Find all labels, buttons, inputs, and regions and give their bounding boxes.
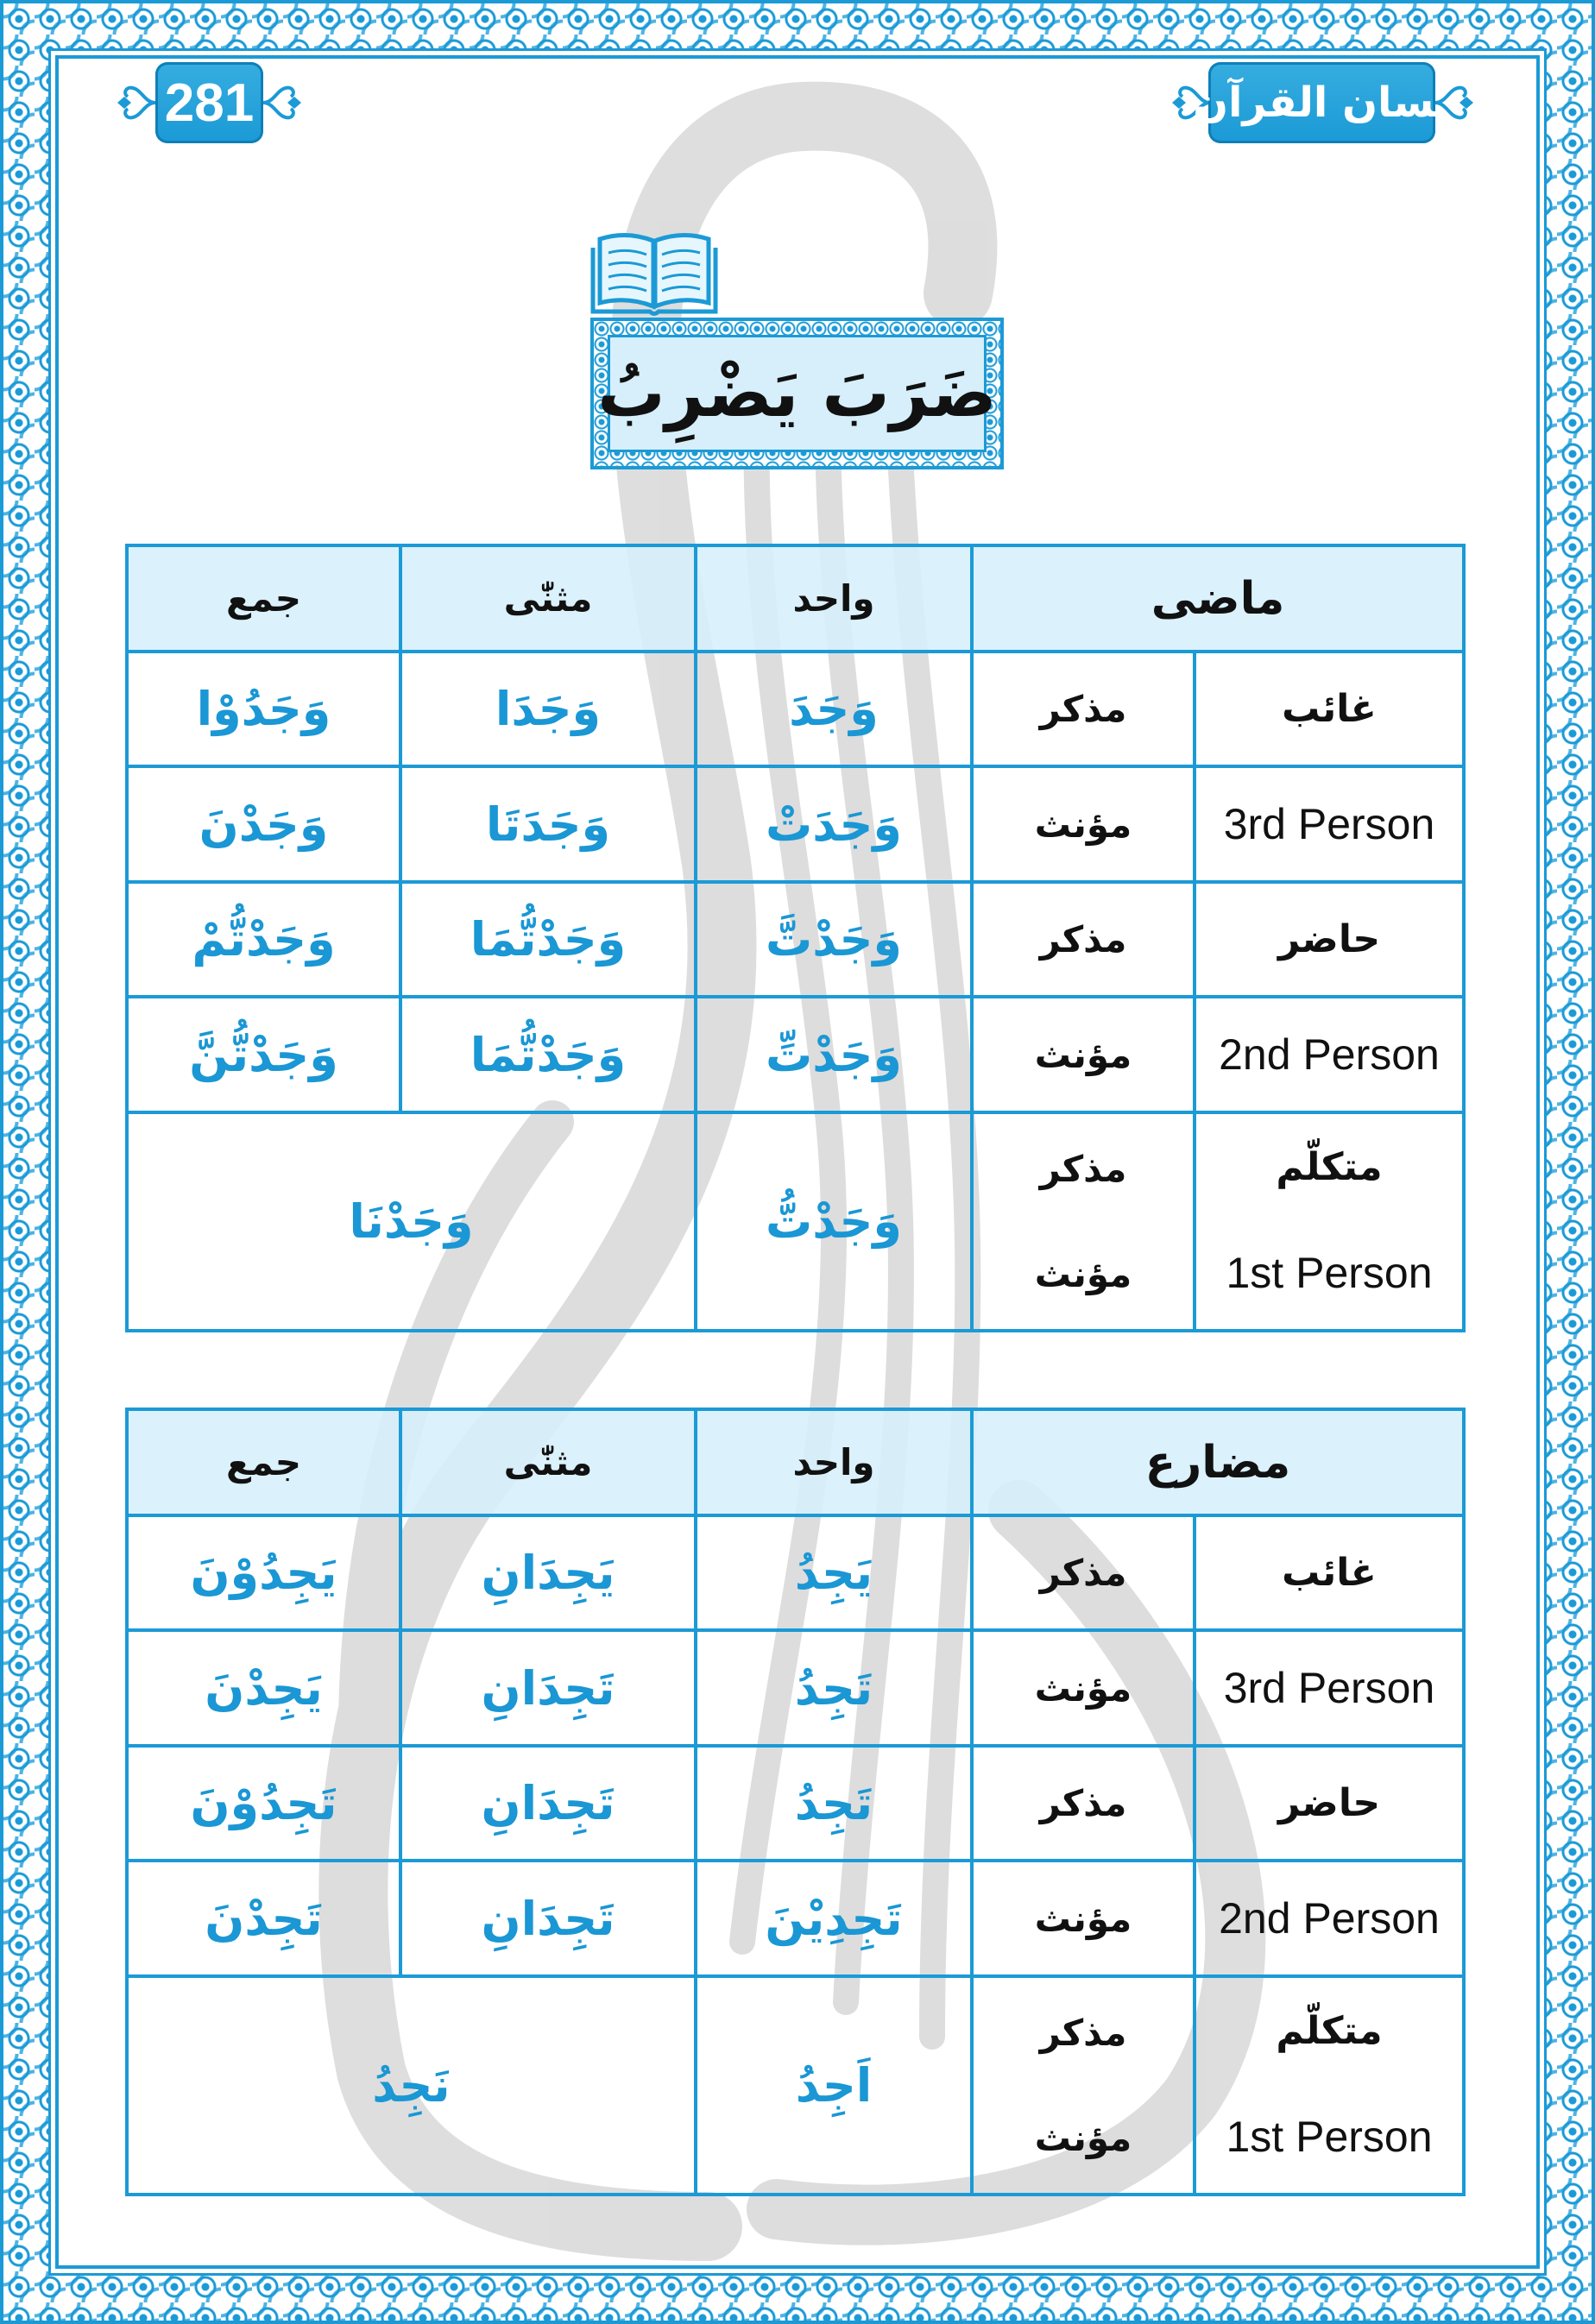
table-row: [127, 1746, 1464, 1861]
verb-plural: تَجِدْنَ: [127, 1861, 400, 1976]
verb-plural: تَجِدُوْنَ: [127, 1746, 400, 1861]
gender-label-feminine: مؤنث: [1034, 2118, 1132, 2159]
header-singular: واحد: [696, 1409, 972, 1515]
verb-dual: وَجَدْتُّمَا: [400, 882, 696, 997]
verb-singular: وَجَدَتْ: [696, 766, 972, 882]
verb-dual: وَجَدْتُّمَا: [400, 997, 696, 1112]
verb-plural-dual: نَجِدُ: [127, 1976, 696, 2195]
verb-plural: وَجَدْتُّنَّ: [127, 997, 400, 1112]
verb-singular: وَجَدَ: [696, 652, 972, 766]
book-title: لسان القرآن: [1208, 62, 1435, 143]
verb-dual: وَجَدَا: [400, 652, 696, 766]
ornament-flourish-icon: [1435, 72, 1475, 133]
gender-label: مؤنث: [972, 1861, 1195, 1976]
table-row: [127, 766, 1464, 882]
gender-label: مذکر: [972, 652, 1195, 766]
verb-dual: یَجِدَانِ: [400, 1515, 696, 1630]
header-plural: جمع: [127, 1409, 400, 1515]
verb-singular: یَجِدُ: [696, 1515, 972, 1630]
gender-label: مؤنث: [972, 1630, 1195, 1746]
verb-dual: تَجِدَانِ: [400, 1861, 696, 1976]
verb-plural: یَجِدْنَ: [127, 1630, 400, 1746]
gender-label-feminine: مؤنث: [1034, 1254, 1132, 1295]
verb-singular: اَجِدُ: [696, 1976, 972, 2195]
person-labels: [1195, 1112, 1464, 1331]
person-label: 2nd Person: [1195, 997, 1464, 1112]
gender-label: مذکر: [972, 882, 1195, 997]
header-dual: مثنّٰی: [400, 1409, 696, 1515]
person-label: 3rd Person: [1195, 1630, 1464, 1746]
ornament-flourish-icon: [116, 72, 155, 133]
verb-dual: تَجِدَانِ: [400, 1630, 696, 1746]
gender-labels: [972, 1112, 1195, 1331]
verb-dual: وَجَدَتَا: [400, 766, 696, 882]
page-title: ضَرَبَ یَضْرِبُ: [608, 335, 987, 452]
verb-singular: تَجِدِیْنَ: [696, 1861, 972, 1976]
table-row: [127, 1630, 1464, 1746]
gender-label-masculine: مذکر: [1039, 1148, 1127, 1189]
header-plural: جمع: [127, 545, 400, 652]
person-label: متکلّم: [1276, 2010, 1383, 2052]
person-label: حاضر: [1195, 1746, 1464, 1861]
verb-plural: وَجَدُوْا: [127, 652, 400, 766]
table-row: [127, 652, 1464, 766]
table-row: [127, 1861, 1464, 1976]
verb-plural: وَجَدْتُّمْ: [127, 882, 400, 997]
gender-label: مذکر: [972, 1515, 1195, 1630]
verb-plural: وَجَدْنَ: [127, 766, 400, 882]
gender-labels: [972, 1976, 1195, 2195]
person-label: غائب: [1195, 1515, 1464, 1630]
person-label-english: 1st Person: [1226, 1249, 1433, 1297]
table-row-first-person: [127, 1976, 1464, 2195]
title-frame: [590, 318, 1004, 469]
past-tense-table: [125, 544, 1466, 1332]
present-tense-table: [125, 1408, 1466, 2196]
person-label: 3rd Person: [1195, 766, 1464, 882]
table-row: [127, 882, 1464, 997]
verb-dual: تَجِدَانِ: [400, 1746, 696, 1861]
verb-plural-dual: وَجَدْنَا: [127, 1112, 696, 1331]
header-singular: واحد: [696, 545, 972, 652]
verb-singular: وَجَدْتَّ: [696, 882, 972, 997]
person-label-english: 1st Person: [1226, 2113, 1433, 2161]
header-tense: مضارع: [972, 1409, 1464, 1515]
gender-label-masculine: مذکر: [1039, 2012, 1127, 2053]
table-header-row: [127, 545, 1464, 652]
person-label: غائب: [1195, 652, 1464, 766]
table-header-row: [127, 1409, 1464, 1515]
header-tense: ماضی: [972, 545, 1464, 652]
person-label: 2nd Person: [1195, 1861, 1464, 1976]
person-label: متکلّم: [1276, 1146, 1383, 1188]
gender-label: مؤنث: [972, 997, 1195, 1112]
table-row: [127, 997, 1464, 1112]
ornament-flourish-icon: [263, 72, 303, 133]
person-labels: [1195, 1976, 1464, 2195]
header-dual: مثنّٰی: [400, 545, 696, 652]
person-label: حاضر: [1195, 882, 1464, 997]
table-row-first-person: [127, 1112, 1464, 1331]
page-number: 281: [155, 62, 263, 143]
verb-singular: وَجَدْتُّ: [696, 1112, 972, 1331]
verb-singular: تَجِدُ: [696, 1630, 972, 1746]
verb-plural: یَجِدُوْنَ: [127, 1515, 400, 1630]
table-row: [127, 1515, 1464, 1630]
gender-label: مؤنث: [972, 766, 1195, 882]
gender-label: مذکر: [972, 1746, 1195, 1861]
verb-singular: وَجَدْتِّ: [696, 997, 972, 1112]
verb-singular: تَجِدُ: [696, 1746, 972, 1861]
open-book-icon: [588, 229, 721, 318]
